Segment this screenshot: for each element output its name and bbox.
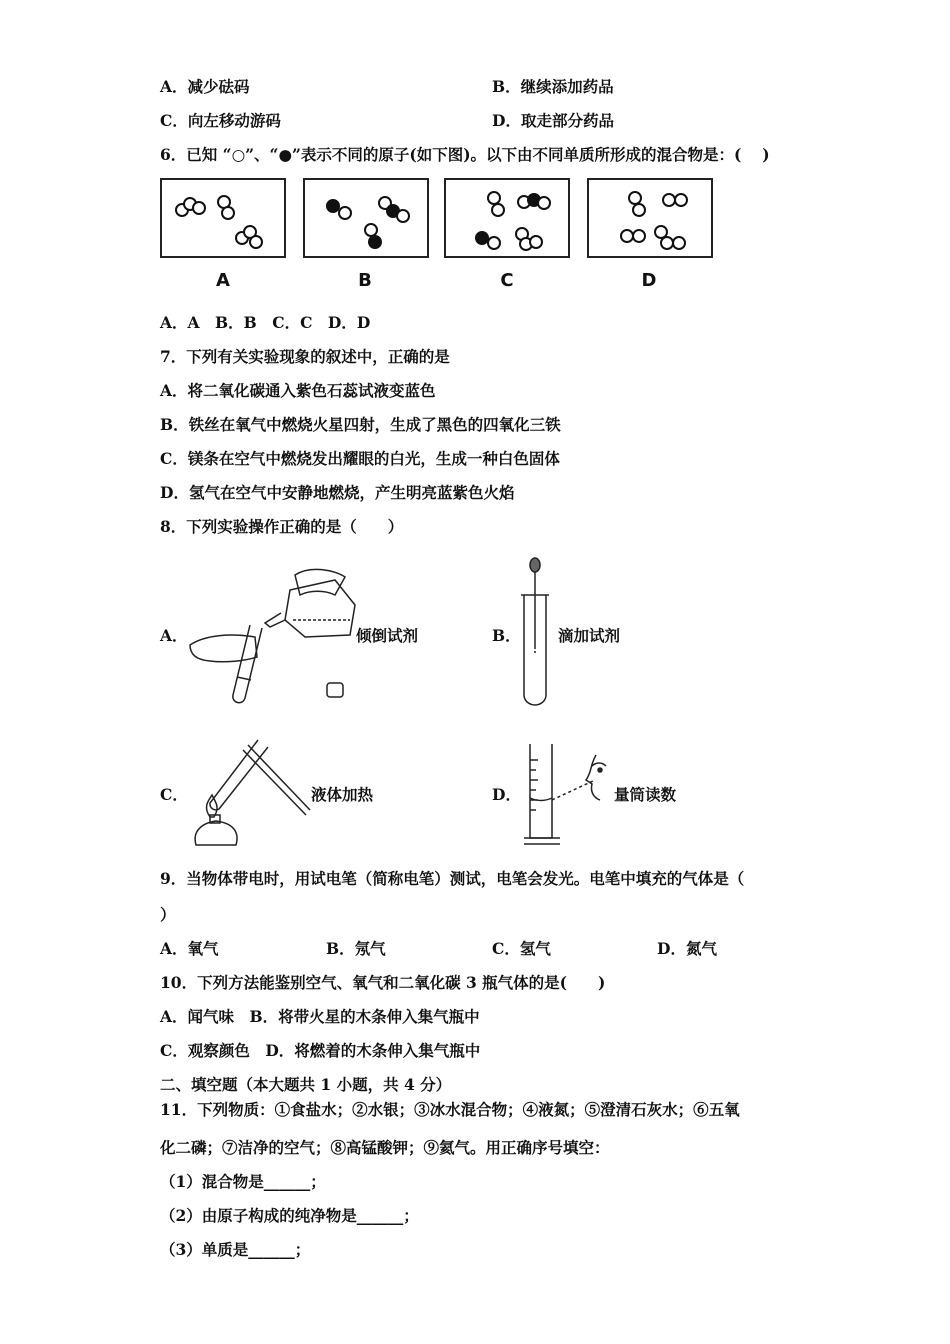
q6-stem: 6．已知 “○”、“●”表示不同的原子(如下图)。以下由不同单质所形成的混合物是：( ) — [160, 145, 770, 164]
q8-option-d-caption: 量筒读数 — [614, 785, 677, 804]
pouring-reagent-illustration — [185, 565, 360, 705]
q6-figure-label-b: B — [358, 270, 372, 291]
q5-option-d: D．取走部分药品 — [492, 111, 614, 130]
molecule-diagram-a — [162, 180, 288, 260]
q11-part-1: （1）混合物是______； — [160, 1172, 326, 1191]
molecule-diagram-b — [305, 180, 431, 260]
q6-figure-label-a: A — [216, 270, 230, 291]
liquid-heating-illustration — [188, 735, 313, 847]
q9-stem-line1: 9．当物体带电时，用试电笔（简称电笔）测试，电笔会发光。电笔中填充的气体是（ — [160, 869, 745, 888]
q8-option-a-letter: A． — [160, 626, 188, 645]
molecule-diagram-d — [589, 180, 715, 260]
graduated-cylinder-reading-illustration — [520, 740, 615, 846]
q11-part-2: （2）由原子构成的纯净物是______； — [160, 1206, 419, 1225]
q8-stem: 8．下列实验操作正确的是（ ） — [160, 517, 404, 536]
q7-option-c: C．镁条在空气中燃烧发出耀眼的白光，生成一种白色固体 — [160, 449, 560, 468]
q6-figure-d — [587, 178, 713, 258]
q5-option-a: A．减少砝码 — [160, 77, 250, 96]
q6-options: A．A B．B C．C D．D — [160, 313, 371, 332]
q9-option-c: C．氢气 — [492, 939, 551, 958]
q6-figure-c — [444, 178, 570, 258]
q8-option-d-letter: D． — [492, 785, 521, 804]
q8-option-c-caption: 液体加热 — [311, 785, 374, 804]
molecule-diagram-c — [446, 180, 572, 260]
q10-options-cd: C．观察颜色 D．将燃着的木条伸入集气瓶中 — [160, 1041, 481, 1060]
q6-figure-label-d: D — [641, 270, 657, 291]
q6-figure-b — [303, 178, 429, 258]
q7-option-b: B．铁丝在氧气中燃烧火星四射，生成了黑色的四氧化三铁 — [160, 415, 561, 434]
q11-stem-line1: 11．下列物质：①食盐水；②水银；③冰水混合物；④液氮；⑤澄清石灰水；⑥五氧 — [160, 1100, 740, 1119]
dropper-illustration — [518, 555, 552, 707]
q8-option-c-letter: C． — [160, 785, 188, 804]
q5-option-b: B．继续添加药品 — [492, 77, 614, 96]
q6-figure-label-c: C — [500, 270, 514, 291]
section-heading: 二、填空题（本大题共 1 小题，共 4 分） — [160, 1075, 452, 1094]
q7-option-a: A．将二氧化碳通入紫色石蕊试液变蓝色 — [160, 381, 436, 400]
q8-option-b-caption: 滴加试剂 — [558, 626, 621, 645]
q9-option-d: D．氮气 — [657, 939, 717, 958]
q7-option-d: D．氢气在空气中安静地燃烧，产生明亮蓝紫色火焰 — [160, 483, 515, 502]
q8-option-a-caption: 倾倒试剂 — [356, 626, 419, 645]
q8-option-b-letter: B． — [492, 626, 521, 645]
q9-option-b: B．氖气 — [326, 939, 386, 958]
q10-options-ab: A．闻气味 B．将带火星的木条伸入集气瓶中 — [160, 1007, 480, 1026]
q11-stem-line2: 化二磷；⑦洁净的空气；⑧高锰酸钾；⑨氦气。用正确序号填空： — [160, 1138, 610, 1157]
q7-stem: 7．下列有关实验现象的叙述中，正确的是 — [160, 347, 450, 366]
q10-stem: 10．下列方法能鉴别空气、氧气和二氧化碳 3 瓶气体的是( ) — [160, 973, 606, 992]
q6-figure-a — [160, 178, 286, 258]
q11-part-3: （3）单质是______； — [160, 1240, 311, 1259]
q9-option-a: A．氧气 — [160, 939, 219, 958]
q5-option-c: C．向左移动游码 — [160, 111, 281, 130]
q9-stem-line2: ） — [160, 905, 176, 924]
